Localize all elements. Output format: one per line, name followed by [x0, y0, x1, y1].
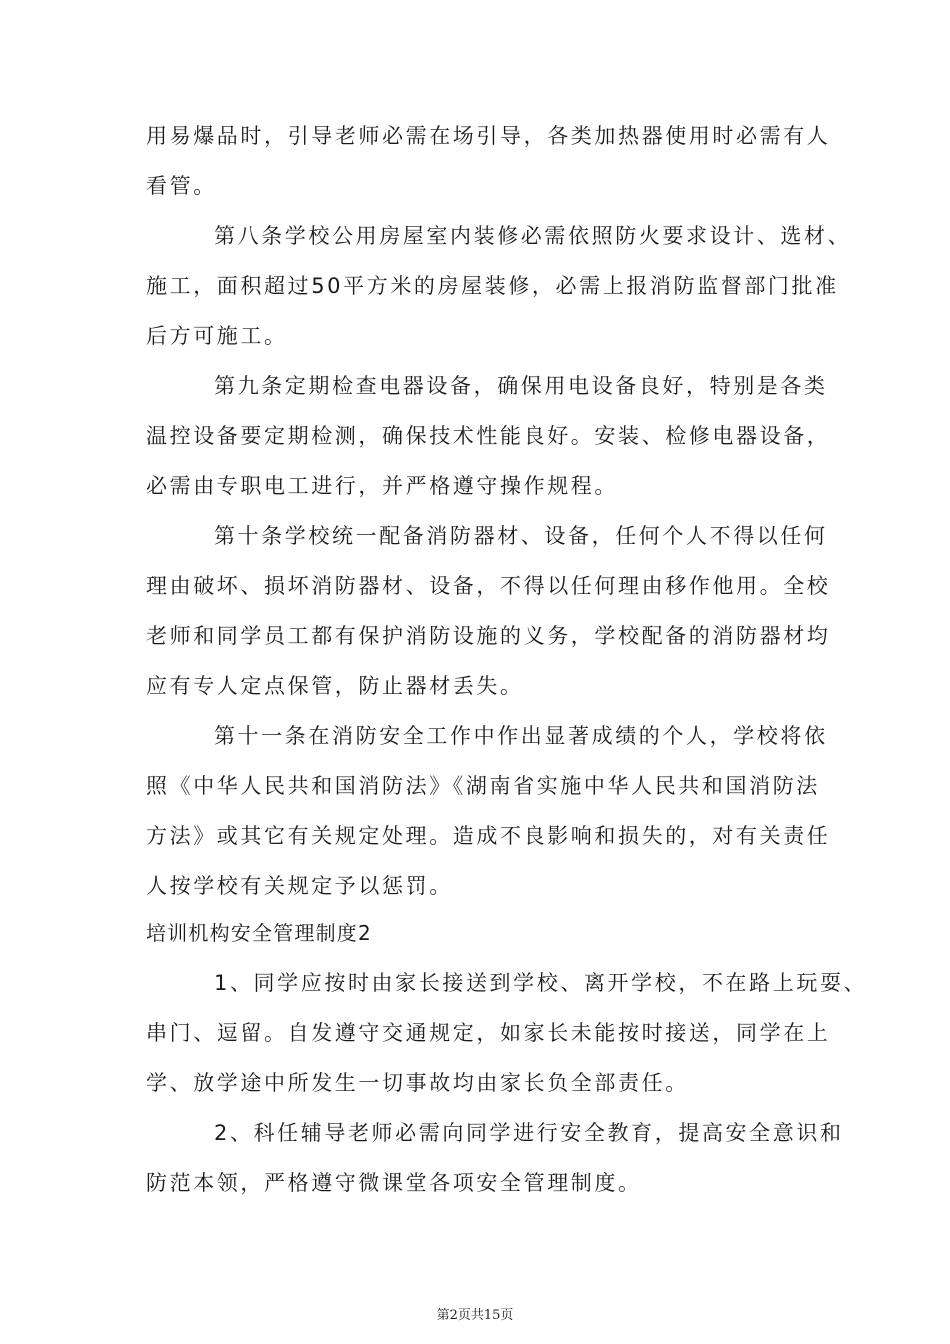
article-9-start: 第九条定期检查电器设备，确保用电设备良好，特别是各类: [214, 374, 828, 398]
body-line: 照《中华人民共和国消防法》《湖南省实施中华人民共和国消防法: [146, 774, 820, 798]
body-line: 温控设备要定期检测，确保技术性能良好。安装、检修电器设备，: [146, 424, 831, 448]
item-2-start: 2、科任辅导老师必需向同学进行安全教育，提高安全意识和: [214, 1121, 844, 1145]
body-line: 理由破坏、损坏消防器材、设备，不得以任何理由移作他用。全校: [146, 574, 831, 598]
body-line: 串门、逗留。自发遵守交通规定，如家长未能按时接送，同学在上: [146, 1021, 831, 1045]
section-heading: 培训机构安全管理制度2: [146, 921, 372, 945]
article-8-start: 第八条学校公用房屋室内装修必需依照防火要求设计、选材、: [214, 224, 852, 248]
body-line: 看管。: [146, 174, 217, 198]
article-11-start: 第十一条在消防安全工作中作出显著成绩的个人，学校将依: [214, 724, 828, 748]
body-line: 学、放学途中所发生一切事故均由家长负全部责任。: [146, 1071, 689, 1095]
body-line: 后方可施工。: [146, 324, 288, 348]
body-line: 必需由专职电工进行，并严格遵守操作规程。: [146, 474, 618, 498]
body-line: 老师和同学员工都有保护消防设施的义务，学校配备的消防器材均: [146, 624, 831, 648]
body-line: 人按学校有关规定予以惩罚。: [146, 874, 453, 898]
page-footer: 第2页共15页: [436, 1308, 514, 1323]
body-line: 方法》或其它有关规定处理。造成不良影响和损失的，对有关责任: [146, 824, 831, 848]
body-line: 防范本领，严格遵守微课堂各项安全管理制度。: [146, 1171, 642, 1195]
body-line: 应有专人定点保管，防止器材丢失。: [146, 674, 524, 698]
item-1-start: 1、同学应按时由家长接送到学校、离开学校，不在路上玩耍、: [214, 971, 868, 995]
body-line: 用易爆品时，引导老师必需在场引导，各类加热器使用时必需有人: [146, 124, 831, 148]
article-10-start: 第十条学校统一配备消防器材、设备，任何个人不得以任何: [214, 524, 828, 548]
body-line: 施工，面积超过50平方米的房屋装修，必需上报消防监督部门批准: [146, 274, 839, 298]
